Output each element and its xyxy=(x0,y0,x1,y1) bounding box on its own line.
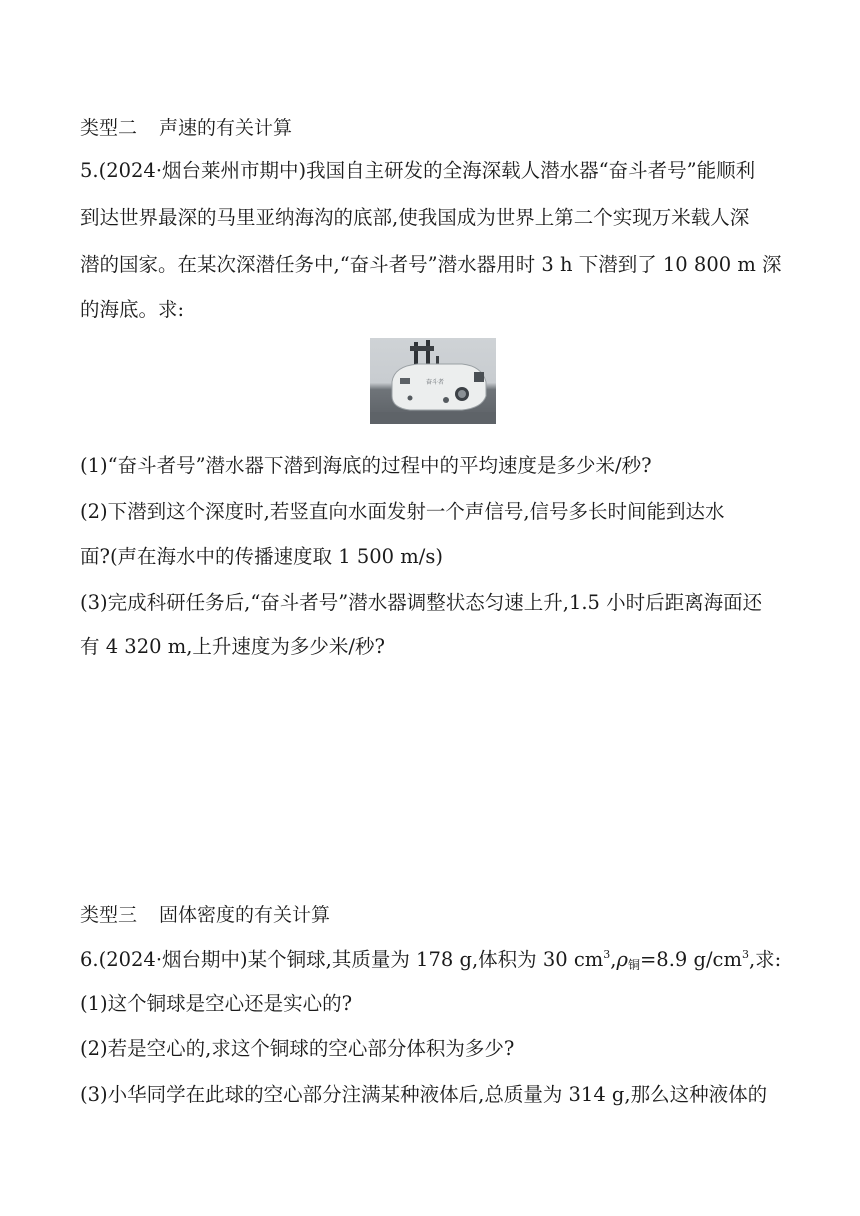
problem5-q2-line-1: (2)下潜到这个深度时,若竖直向水面发射一个声信号,信号多长时间能到达水 xyxy=(80,500,725,523)
problem6-q1: (1)这个铜球是空心还是实心的? xyxy=(80,992,353,1015)
problem5-line-3: 潜的国家。在某次深潜任务中,“奋斗者号”潜水器用时 3 h 下潜到了 10 800 m 深 xyxy=(80,253,782,276)
section2-heading-label: 类型二 xyxy=(80,117,138,139)
section2-heading xyxy=(80,114,780,142)
problem5-q2-line-2: 面?(声在海水中的传播速度取 1 500 m/s) xyxy=(80,545,443,568)
problem5-line-2: 到达世界最深的马里亚纳海沟的底部,使我国成为世界上第二个实现万米载人深 xyxy=(80,206,750,229)
section3-heading-label: 类型三 xyxy=(80,904,138,926)
section2-heading-title: 声速的有关计算 xyxy=(159,117,293,139)
problem5-line-4: 的海底。求: xyxy=(80,298,185,321)
submersible-photo xyxy=(370,338,496,424)
rho-symbol: ρ xyxy=(616,948,628,971)
problem6-q2: (2)若是空心的,求这个铜球的空心部分体积为多少? xyxy=(80,1037,515,1060)
hull-lettering: 奋斗者 xyxy=(426,379,445,386)
problem6-intro-text-b: , xyxy=(610,948,617,971)
problem6-intro-text-c: =8.9 g/cm xyxy=(639,948,742,971)
problem5-line-1: 5.(2024·烟台莱州市期中)我国自主研发的全海深载人潜水器“奋斗者号”能顺利 xyxy=(80,159,756,182)
problem6-intro-text-d: ,求: xyxy=(748,948,782,971)
problem6-q3: (3)小华同学在此球的空心部分注满某种液体后,总质量为 314 g,那么这种液体的 xyxy=(80,1083,768,1106)
section3-heading xyxy=(80,901,780,929)
rho-subscript: 铜 xyxy=(627,958,640,972)
problem6-intro-text-a: 6.(2024·烟台期中)某个铜球,其质量为 178 g,体积为 30 cm xyxy=(80,948,604,971)
section3-heading-title: 固体密度的有关计算 xyxy=(159,904,331,926)
problem5-q3-line-2: 有 4 320 m,上升速度为多少米/秒? xyxy=(80,635,385,658)
problem6-intro-sup-1: 3 xyxy=(603,948,611,961)
problem6-intro xyxy=(80,946,780,974)
problem6-intro-sup-2: 3 xyxy=(741,948,749,961)
problem5-q1: (1)“奋斗者号”潜水器下潜到海底的过程中的平均速度是多少米/秒? xyxy=(80,454,652,477)
problem5-q3-line-1: (3)完成科研任务后,“奋斗者号”潜水器调整状态匀速上升,1.5 小时后距离海面还 xyxy=(80,591,763,614)
